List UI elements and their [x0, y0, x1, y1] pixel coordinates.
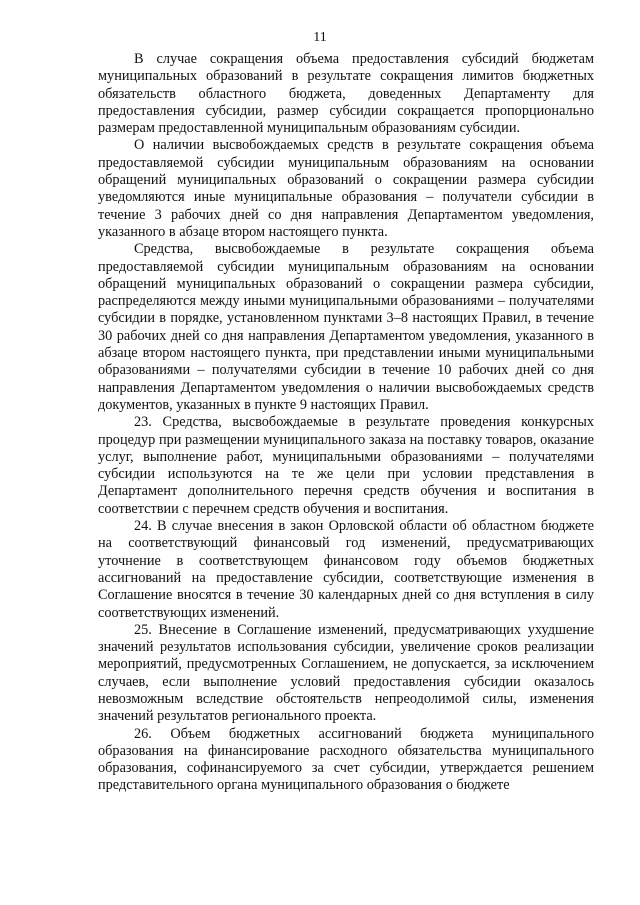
paragraph: Средства, высвобождаемые в результате сокращения объема предоставляемой субсидии муниципальным образованиям на основании обращений муниципальных образований о сокращении размера субсидии, распределяются между иными муниципальными образованиями – получателями субсидии в порядке, установленном пунктами 3–8 настоящих Правил, в течение 30 рабочих дней со дня направления Департаментом уведомления, указанного в абзаце втором настоящего пункта, при представлении иными муниципальными образованиями – получателями субсидии в течение 10 рабочих дней со дня направления Департаментом уведомления о наличии высвобождаемых средств документов, указанных в пункте 9 настоящих Правил. — [98, 241, 594, 413]
paragraph: 23. Средства, высвобождаемые в результате проведения конкурсных процедур при размещении муниципального заказа на поставку товаров, оказание услуг, выполнение работ, муниципальными образованиями – получателями субсидии используются на те же цели при условии представления в Департамент дополнительного перечня средств обучения и воспитания в соответствии с перечнем средств обучения и воспитания. — [98, 414, 594, 517]
page-number: 11 — [313, 30, 327, 45]
paragraph: В случае сокращения объема предоставления субсидий бюджетам муниципальных образований в результате сокращения лимитов бюджетных обязательств областного бюджета, доведенных Департаменту для предоставления субсидии, размер субсидии сокращается пропорционально размерам предоставленной муниципальным образованиям субсидии. — [98, 51, 594, 137]
paragraph: 24. В случае внесения в закон Орловской области об областном бюджете на соответствующий финансовый год изменений, предусматривающих уточнение в соответствующем финансовом году объемов бюджетных ассигнований на предоставление субсидии, соответствующие изменения в Соглашение вносятся в течение 30 календарных дней со дня вступления в силу соответствующих изменений. — [98, 518, 594, 621]
paragraph: 26. Объем бюджетных ассигнований бюджета муниципального образования на финансирование расходного обязательства муниципального образования, софинансируемого за счет субсидии, утверждается решением представительного органа муниципального образования о бюджете — [98, 725, 594, 794]
document-body — [98, 51, 594, 795]
paragraph: 25. Внесение в Соглашение изменений, предусматривающих ухудшение значений результатов использования субсидии, увеличение сроков реализации мероприятий, предусмотренных Соглашением, не допускается, за исключением случаев, если выполнение условий предоставления субсидии оказалось невозможным вследствие обстоятельств непреодолимой силы, изменения значений результатов регионального проекта. — [98, 621, 594, 725]
paragraph: О наличии высвобождаемых средств в результате сокращения объема предоставляемой субсидии муниципальным образованиям на основании обращений муниципальных образований о сокращении размера субсидии уведомляются иные муниципальные образования – получатели субсидии в течение 3 рабочих дней со дня направления Департаментом уведомления, указанного в абзаце втором настоящего пункта. — [98, 137, 594, 240]
